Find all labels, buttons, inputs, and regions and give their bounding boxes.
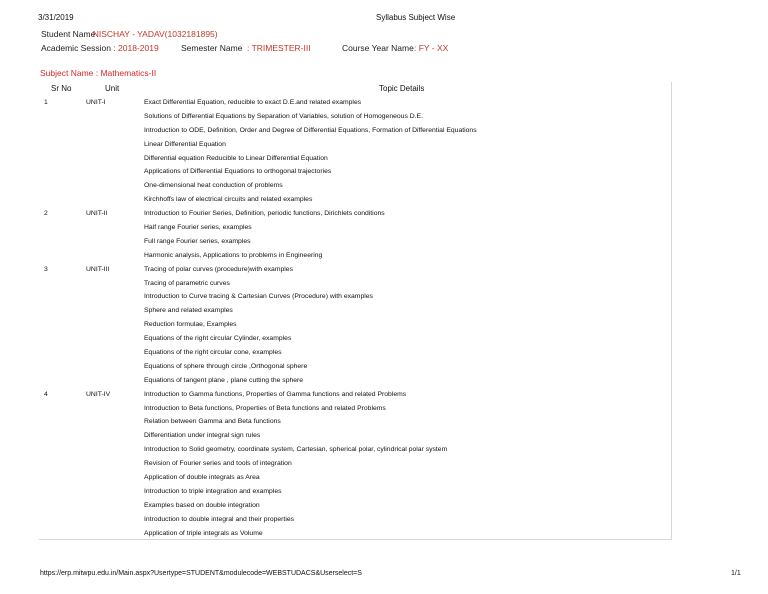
topic-cell: Equations of tangent plane , plane cutting the sphere	[144, 376, 304, 384]
unit-cell: UNIT-IV	[86, 390, 111, 398]
topic-cell: Differential equation Reducible to Linear Differential Equation	[144, 154, 328, 162]
table-row	[39, 179, 671, 193]
table-row	[39, 402, 671, 416]
sr-no-cell: 1	[44, 99, 48, 106]
table-row	[39, 304, 671, 318]
topic-cell: Equations of the right circular Cylinder, examples	[144, 335, 292, 343]
topic-cell: Introduction to triple integration and examples	[144, 487, 282, 495]
topic-cell: Kirchhoffs law of electrical circuits and related examples	[144, 196, 313, 204]
semester-value: : TRIMESTER-III	[247, 43, 311, 53]
page-number: 1/1	[731, 570, 741, 577]
table-row	[39, 277, 671, 291]
table-row	[39, 471, 671, 485]
course-year-value: : FY - XX	[414, 43, 449, 53]
table-row	[39, 165, 671, 179]
table-row	[39, 249, 671, 263]
table-row	[39, 513, 671, 527]
table-row	[39, 443, 671, 457]
topic-cell: Exact Differential Equation, reducible to exact D.E.and related examples	[144, 99, 362, 106]
topic-cell: Application of triple integrals as Volume	[144, 529, 263, 537]
table-row	[39, 429, 671, 443]
sr-no-cell: 4	[44, 390, 48, 398]
unit-cell: UNIT-I	[86, 99, 106, 106]
topic-cell: Equations of sphere through circle ,Orthogonal sphere	[144, 362, 308, 370]
topic-cell: Half range Fourier series, examples	[144, 224, 252, 232]
topic-cell: Introduction to Fourier Series, Definition, periodic functions, Dirichlets conditions	[144, 210, 385, 218]
student-info-row-2	[41, 43, 449, 53]
table-row	[39, 193, 671, 207]
table-row	[39, 485, 671, 499]
topic-cell: Introduction to Gamma functions, Properties of Gamma functions and related Problems	[144, 390, 407, 398]
sr-no-cell: 3	[44, 265, 48, 273]
table-body	[39, 96, 671, 541]
student-name-value: : NISCHAY - YADAV(1032181895)	[88, 29, 218, 39]
student-name-label: Student Name	[41, 29, 96, 39]
subject-name: Subject Name : Mathematics-II	[40, 68, 157, 78]
sr-no-cell: 2	[44, 210, 48, 218]
footer-url: https://erp.mitwpu.edu.in/Main.aspx?Usertype=STUDENT&modulecode=WEBSTUDACS&Userselect=S	[40, 570, 362, 577]
topic-cell: Differentiation under integral sign rules	[144, 432, 261, 440]
student-info-row-1	[41, 29, 218, 39]
topic-cell: Relation between Gamma and Beta functions	[144, 418, 281, 426]
topic-cell: Applications of Differential Equations to orthogonal trajectories	[144, 168, 332, 176]
topic-cell: Tracing of polar curves (procedure)with examples	[144, 265, 293, 273]
syllabus-table	[39, 82, 672, 540]
header-topic-details: Topic Details	[379, 84, 425, 93]
table-row	[39, 527, 671, 541]
table-row	[39, 318, 671, 332]
table-header	[39, 82, 671, 93]
table-row	[39, 499, 671, 513]
table-row	[39, 388, 671, 402]
header-sr-no: Sr No	[51, 84, 72, 93]
print-date: 3/31/2019	[38, 13, 74, 22]
table-row	[39, 235, 671, 249]
academic-session-value: : 2018-2019	[113, 43, 159, 53]
document-title: Syllabus Subject Wise	[376, 13, 456, 22]
table-row	[39, 457, 671, 471]
course-year-label: Course Year Name	[342, 43, 414, 53]
table-row	[39, 332, 671, 346]
unit-cell: UNIT-III	[86, 265, 110, 273]
topic-cell: Examples based on double integration	[144, 501, 260, 509]
table-row	[39, 290, 671, 304]
table-row	[39, 152, 671, 166]
topic-cell: Equations of the right circular cone, examples	[144, 349, 282, 357]
topic-cell: Revision of Fourier series and tools of integration	[144, 460, 292, 468]
topic-cell: Linear Differential Equation	[144, 140, 226, 148]
table-row	[39, 110, 671, 124]
academic-session-label: Academic Session	[41, 43, 111, 53]
topic-cell: Introduction to double integral and their properties	[144, 515, 295, 523]
topic-cell: Harmonic analysis, Applications to problems in Engineering	[144, 251, 323, 259]
table-row	[39, 124, 671, 138]
topic-cell: Tracing of parametric curves	[144, 279, 230, 287]
topic-cell: One-dimensional heat conduction of problems	[144, 182, 283, 190]
table-row	[39, 415, 671, 429]
header-unit: Unit	[105, 84, 120, 93]
table-row	[39, 346, 671, 360]
table-row	[39, 96, 671, 110]
topic-cell: Introduction to Curve tracing & Cartesian Curves (Procedure) with examples	[144, 293, 373, 301]
table-row	[39, 263, 671, 277]
topic-cell: Sphere and related examples	[144, 307, 233, 315]
topic-cell: Introduction to Solid geometry, coordinate system, Cartesian, spherical polar, cylindrical polar system	[144, 446, 448, 454]
topic-cell: Solutions of Differential Equations by Separation of Variables, solution of Homogeneous D.E.	[144, 112, 423, 120]
table-row	[39, 221, 671, 235]
unit-cell: UNIT-II	[86, 210, 108, 218]
topic-cell: Reduction formulae, Examples	[144, 321, 237, 329]
topic-cell: Full range Fourier series, examples	[144, 237, 251, 245]
table-row	[39, 138, 671, 152]
semester-label: Semester Name	[181, 43, 243, 53]
topic-cell: Introduction to ODE, Definition, Order and Degree of Differential Equations, Formation of Differential Equations	[144, 126, 477, 134]
table-row	[39, 374, 671, 388]
table-row	[39, 360, 671, 374]
topic-cell: Application of double integrals as Area	[144, 474, 260, 482]
topic-cell: Introduction to Beta functions, Properties of Beta functions and related Problems	[144, 404, 386, 412]
table-row	[39, 207, 671, 221]
